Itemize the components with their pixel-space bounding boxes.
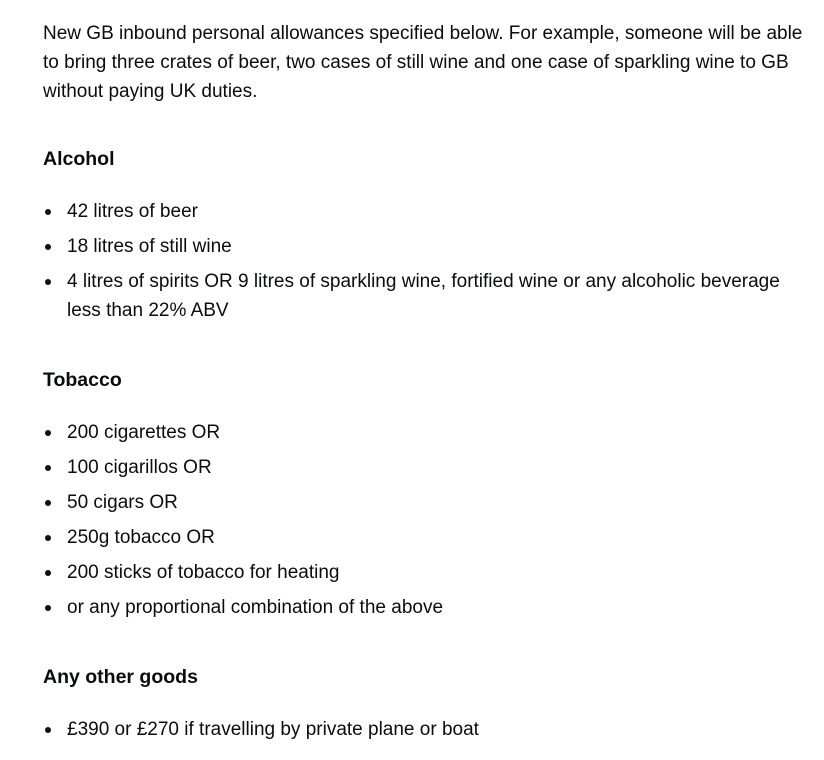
bullet-icon [45,570,51,576]
list-item [43,197,803,226]
list-item-text: 4 litres of spirits OR 9 litres of sparkling wine, fortified wine or any alcoholic beverage less than 22% ABV [67,271,780,321]
list-item-text: 200 cigarettes OR [67,422,221,443]
list-item-text: 18 litres of still wine [67,236,232,257]
list-item [43,453,803,482]
bullet-icon [45,535,51,541]
intro-paragraph: New GB inbound personal allowances specified below. For example, someone will be able to bring three crates of beer, two cases of still wine and one case of sparkling wine to GB without paying UK duties. [43,23,803,102]
list-item-text: £390 or £270 if travelling by private plane or boat [67,719,479,740]
list-item-text: 200 sticks of tobacco for heating [67,562,340,583]
list-item [43,488,803,517]
list-item [43,418,803,447]
list-item-text: 100 cigarillos OR [67,457,212,478]
bullet-icon [45,605,51,611]
alcohol-heading: Alcohol [43,148,115,170]
list-item-text: or any proportional combination of the above [67,597,444,618]
list-item [43,715,803,744]
bullet-icon [45,465,51,471]
list-item [43,593,803,622]
tobacco-heading: Tobacco [43,369,122,391]
other-goods-list [43,715,803,744]
list-item [43,267,803,325]
list-item [43,232,803,261]
list-item-text: 50 cigars OR [67,492,178,513]
tobacco-list [43,418,803,622]
bullet-icon [45,500,51,506]
bullet-icon [45,727,51,733]
list-item [43,558,803,587]
list-item-text: 250g tobacco OR [67,527,215,548]
list-item [43,523,803,552]
bullet-icon [45,244,51,250]
list-item-text: 42 litres of beer [67,201,198,222]
bullet-icon [45,209,51,215]
other-goods-heading: Any other goods [43,666,198,688]
alcohol-list [43,197,803,325]
bullet-icon [45,279,51,285]
bullet-icon [45,430,51,436]
